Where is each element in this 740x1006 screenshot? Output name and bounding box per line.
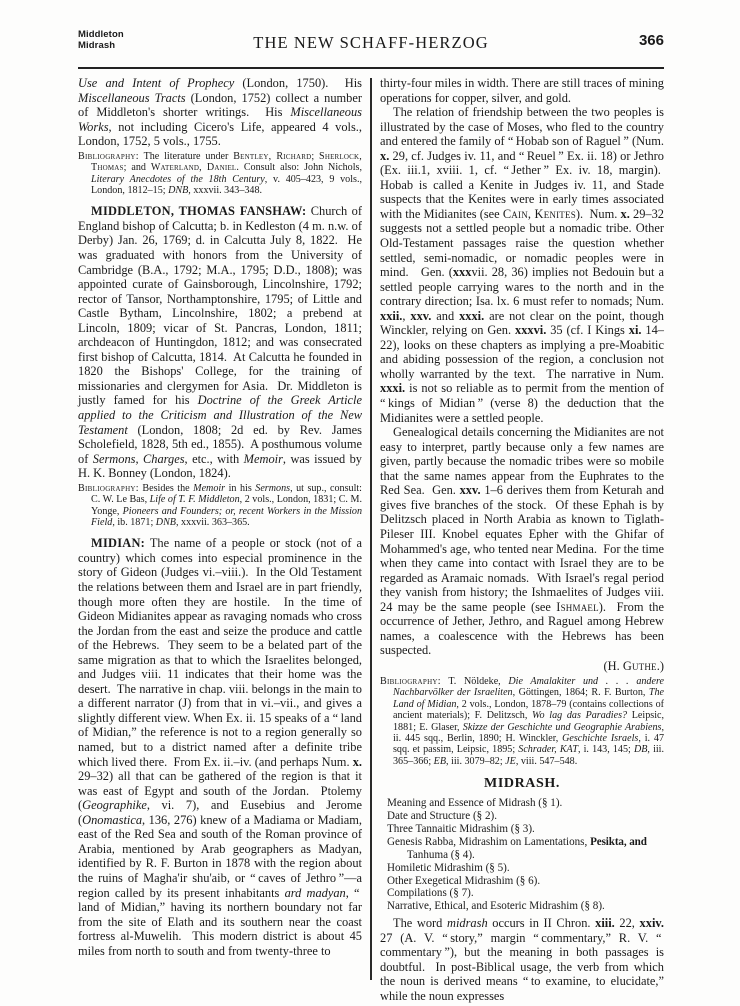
column-right xyxy=(380,76,665,1004)
toc-item-text-part1: Genesis Rabba, Midrashim on Lamentations, xyxy=(387,835,588,848)
catchword-last: Midrash xyxy=(78,39,116,51)
bibliography-label: Bibliography: xyxy=(78,482,139,494)
bibliography-middleton: Bibliography: Besides the Memoir in his Sermons, ut sup., consult: C. W. Le Bas, Life of T. F. Middleton, 2 vols., London, 1831; C. M. Yonge, Pioneers and Founders; or, recent Workers in the Mission Field, ib. 1871; DNB, xxxvii. 363–365. xyxy=(78,482,363,528)
paragraph-midian-continuation: thirty-four miles in width. There are still traces of mining operations for copper, silver, and gold. xyxy=(380,76,664,105)
catchword-first: Middleton xyxy=(78,29,124,40)
toc-item[interactable]: Meaning and Essence of Midrash (§ 1). xyxy=(387,797,563,810)
paragraph-prophecy-continuation: Use and Intent of Prophecy (London, 1750). His Miscellaneous Tracts (London, 1752) collect a number of Middleton's shorter writings. His Miscellaneous Works, not including Cicero's Life, appeared 4 vols., London, 1752, 5 vols., 1755. xyxy=(78,76,362,149)
bibliography-label: Bibliography: xyxy=(78,150,139,162)
paragraph-genealogical: Genealogical details concerning the Midianites are not easy to interpret, partly because only a few names are given, partly because the nomadic tribes were so mobile that the same names appear from the Euphrates to the Red Sea. Gen. xxv. 1–6 derives them from Keturah and gives five branches of the stock. Of these Ephah is by Delitzsch placed in North Arabia as known to Tiglath-Pileser III. Knobel equates Epher with the Ghifar of Mohammed's age, who tented near Medina. For the time when they came into contact with Israel they are to be regarded as Aramaic nomads. With Israel's regal period they vanish from history; the Ishmaelites of Judges viii. 24 may be the same people (see Ishmael). From the occurrence of Jether, Jethro, and Raguel among Hebrew names, a coalescence with the Hebrews has been suspected. xyxy=(380,425,664,658)
column-left xyxy=(78,76,362,986)
section-title-midrash: MIDRASH. xyxy=(484,776,560,792)
title-use-and-intent: Use and Intent of Prophecy xyxy=(78,76,235,90)
bibliography-midian: Bibliography: T. Nöldeke, Die Amalakiter und . . . andere Nachbarvölker der Israeliten, Göttingen, 1864; R. F. Burton, The Land of Midian, 2 vols., London, 1878–79 (contains collections of ancient materials); F. Delitzsch, Wo lag das Paradies? Leipsic, 1881; E. Glaser, Skizze der Geschichte und Geographie Arabiens, ii. 445 sqq., Berlin, 1890; H. Winckler, Geschichte Israels, i. 47 sqq. et passim, Leipsic, 1895; Schrader, KAT, i. 143, 145; DB, iii. 365–366; EB, iii. 3079–82; JE, viii. 547–548. xyxy=(380,675,665,767)
author-signature: (H. Guthe.) xyxy=(603,658,664,673)
toc-item[interactable]: Other Exegetical Midrashim (§ 6). xyxy=(387,874,541,887)
bibliography-label: Bibliography: xyxy=(380,675,441,687)
title-miscellaneous-works: Miscellaneous Works xyxy=(78,105,362,134)
paragraph-word-midrash: The word midrash occurs in II Chron. xiii. 22, xxiv. 27 (A. V. “ story,” margin “ commentary,” R. V. “ commentary ”), but the meaning in both passages is doubtful. In post-Biblical usage, the verb from which the noun is derived means “ to examine, to elucidate,” while the noun expresses xyxy=(380,916,664,1004)
toc-item[interactable]: Narrative, Ethical, and Esoteric Midrashim (§ 8). xyxy=(387,900,605,913)
toc-item-genesis-rabba[interactable] xyxy=(380,836,664,862)
toc-item[interactable]: Three Tannaitic Midrashim (§ 3). xyxy=(387,822,535,835)
column-divider xyxy=(370,78,372,980)
toc-item[interactable]: Date and Structure (§ 2). xyxy=(387,810,497,823)
toc-item-text-part2: Tanhuma (§ 4). xyxy=(406,848,475,861)
book-title: THE NEW SCHAFF-HERZOG xyxy=(253,33,489,52)
entry-heading: MIDDLETON, THOMAS FANSHAW: xyxy=(91,204,307,219)
title-miscellaneous-tracts: Miscellaneous Tracts xyxy=(78,90,186,105)
entry-midian: MIDIAN: The name of a people or stock (not of a country) which comes into especial prominence in the story of Gideon (Judges vi.–viii.). In the Old Testament the relations between them and Israel are in part friendly, though more often they are hostile. In the time of Gideon Midianites appear as ravaging nomads who cross the Jordan from the east and seize the produce and cattle of the Hebrews. They seem to be a belated part of the same migration as that to which the Israelites belonged, and Judges viii. 11 indicates that their home was the desert. The narrative in chap. viii. belongs in the main to a different narrator (J) from that in vi.–vii., and gives a slightly different view. When Ex. ii. 15 speaks of a “ land of Midian,” the reference is not to a region generally so named, but to a district named after a definite tribe which lived there. From Ex. ii.–iv. (and perhaps Num. x. 29–32) all that can be gathered of the region is that it was east of Egypt and south of the Jordan. Ptolemy (Geographike, vi. 7), and Eusebius and Jerome (Onomastica, 136, 276) knew of a Madiama or Madiam, east of the Red Sea and south of the Roman province of Arabia, mentioned by Arab geographers as Madyan, identified by R. F. Burton in 1878 with the region about the ruins of Magha'ir shu'aib, or “ caves of Jethro ”—a region called by its present inhabitants ard madyan, “ land of Midian,” having its northern boundary not far from the site of Elath and its southern near the coast fortress al-Muwelih. This modern district is about 45 miles from north to south and from twenty-three to xyxy=(78,536,362,958)
text-body xyxy=(78,76,665,1004)
toc-item[interactable]: Homiletic Midrashim (§ 5). xyxy=(387,861,510,874)
toc-item[interactable]: Compilations (§ 7). xyxy=(387,887,474,900)
paragraph-friendship: The relation of friendship between the two peoples is illustrated by the case of Moses, who fled to the country and entered the family of “ Hobab son of Raguel ” (Num. x. 29, cf. Judges iv. 11, and “ Reuel ” Ex. ii. 18) or Jethro (Ex. iii.1, xviii. 1, cf. “ Jether ” Ex. iv. 18, margin). Hobab is called a Kenite in Judges iv. 11, and Stade suspects that the Kenites were in early times associated with the Midianites (see Cain, Kenites). Num. x. 29–32 suggests not a settled people but a nomadic tribe. Other Old-Testament passages raise the question whether settled, semi-nomadic, or nomadic peoples were in mind. Gen. (xxxvii. 28, 36) implies not Bedouin but a settled people carrying wares to the north and in the contrary direction; Isa. lx. 6 must refer to nomads; Num. xxii., xxv. and xxxi. are not clear on the point, though Winckler, relying on Gen. xxxvi. 35 (cf. I Kings xi. 14–22), looks on these chapters as implying a pre-Moabitic and abiding possession of the region, a conclusion not wholly warranted by the text. The narrative in Num. xxxi. is not so reliable as to permit from the mention of “ kings of Midian ” (verse 8) the deduction that the Midianites were a settled people. xyxy=(380,105,664,425)
entry-middleton-thomas-fanshaw: MIDDLETON, THOMAS FANSHAW: Church of England bishop of Calcutta; b. in Kedleston (4 m. n.w. of Derby) Jan. 26, 1769; d. in Calcutta July 8, 1822. He was graduated with honors from the University of Cambridge (B.A., 1792; M.A., 1795; D.D., 1808); was appointed curate of Gainsborough, Lincolnshire, 1792; rector of Tansor, Northamptonshire, 1795; of Little and Castle Bytham, Lincolnshire, 1802; a prebend at Lincoln, 1809; vicar of St. Pancras, London, 1811; archdeacon of Huntingdon, 1812; and was consecrated first bishop of Calcutta, 1814. At Calcutta he founded in 1820 the Bishops' College, for the training of missionaries and clergymen for Asia. Dr. Middleton is justly famed for his Doctrine of the Greek Article applied to the Criticism and Illustration of the New Testament (London, 1808; 2d ed. by Rev. James Scholefield, 1828, 5th ed., 1855). A posthumous volume of Sermons, Charges, etc., with Memoir, was issued by H. K. Bonney (London, 1824). xyxy=(78,204,362,481)
toc-item-text-smudged: Pesikta, and xyxy=(590,835,647,848)
header-rule xyxy=(78,67,664,69)
page-number: 366 xyxy=(638,32,664,49)
entry-heading: MIDIAN: xyxy=(91,536,146,551)
midrash-table-of-contents xyxy=(380,797,664,913)
bibliography-middleton-prior: Bibliography: The literature under Bentley, Richard; Sherlock, Thomas; and Waterland, Daniel. Consult also: John Nichols, Literary Anecdotes of the 18th Century, v. 405–423, 9 vols., London, 1812–15; DNB, xxxvii. 343–348. xyxy=(78,150,363,196)
running-head xyxy=(78,30,664,64)
